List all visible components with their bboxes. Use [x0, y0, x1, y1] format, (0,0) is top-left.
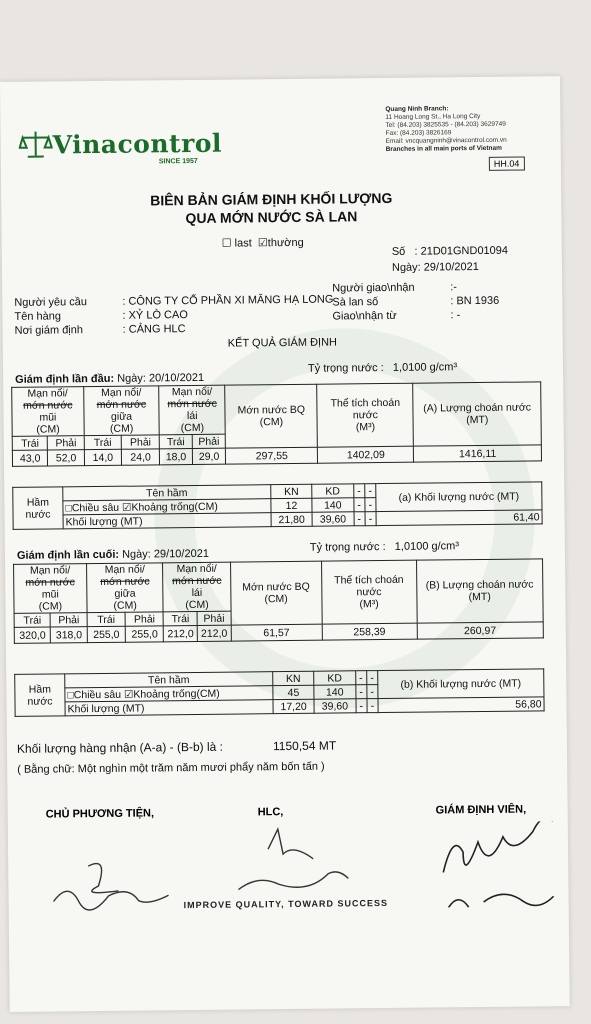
- doc-date: Ngày: 29/10/2021: [391, 260, 479, 274]
- inspector-sign-label: GIÁM ĐỊNH VIÊN,: [435, 803, 527, 817]
- brand-since: SINCE 1957: [158, 157, 198, 166]
- first-heading: Giám định lần đầu: Ngày: 20/10/2021: [15, 371, 205, 386]
- hlc-signature: [228, 823, 359, 904]
- last-hold-table: Hầm nước Tên hầm KN KD - - (b) Khối lượng nước (MT) □Chiều sâu ☑Khoảng trống(CM) 45 140 - - Khối lượng (MT) 17,20 39,60 - - 56,80: [14, 668, 544, 717]
- scale-icon: [19, 129, 53, 159]
- last-density: Tỷ trọng nước : 1,0100 g/cm³: [309, 540, 460, 554]
- vinacontrol-logo: [19, 128, 223, 166]
- slogan: IMPROVE QUALITY, TOWARD SUCCESS: [183, 897, 389, 911]
- brand-name: Vinacontrol: [52, 128, 223, 160]
- branch-info: Quang Ninh Branch: 11 Hoang Long St., Ha Long City Tel: (84.203) 3825535 - (84.203) 3629749 Fax: (84.203) 3826169 Email: vncquangninh@vinacontrol.com.vn Branches in all main ports of Vietnam: [385, 105, 507, 153]
- last-heading: Giám định lần cuối: Ngày: 29/10/2021: [16, 547, 209, 562]
- first-density: Tỷ trọng nước : 1,0100 g/cm³: [307, 361, 458, 375]
- last-draft-table: Mạn nổi/ mớn nước mũi (CM) Mạn nổi/ mớn nước giữa (CM) Mạn nổi/ mớn nước lái (CM) Mớn nước BQ (CM) Thể tích choán nước (M³) (B) Lượng choán nước (MT) Trái Phải Trái Phải Trái Phải 320,0 318,0 255,0 255,0 212,0 212,0 61,57 258,39 260,97: [13, 558, 544, 644]
- form-code: HH.04: [489, 157, 525, 171]
- first-hold-table: Hầm nước Tên hầm KN KD - - (a) Khối lượng nước (MT) □Chiều sâu ☑Khoảng trống(CM) 12 140 - - Khối lượng (MT) 21,80 39,60 - - 61,40: [12, 481, 542, 530]
- summary-words: ( Bằng chữ: Một nghìn một trăm năm mươi phẩy năm bốn tấn ): [17, 760, 325, 776]
- result-title: KẾT QUẢ GIÁM ĐỊNH: [227, 336, 338, 350]
- owner-sign-label: CHỦ PHƯƠNG TIỆN,: [45, 807, 155, 821]
- doc-title-2: QUA MỚN NƯỚC SÀ LAN: [185, 208, 358, 227]
- hlc-sign-label: HLC,: [257, 806, 284, 819]
- owner-signature: [48, 845, 179, 916]
- type-options: ☐ last ☑thường: [221, 236, 304, 250]
- requester-block: Người yêu cầu : CÔNG TY CỔ PHẦN XI MĂNG HẠ LONG Tên hàng : XỶ LÒ CAO Nơi giám định : CẢNG HLC: [14, 293, 334, 337]
- inspector-signature: [433, 821, 564, 912]
- first-draft-table: Mạn nổi/ mớn nước mũi (CM) Mạn nổi/ mớn nước giữa (CM) Mạn nổi/ mớn nước lái (CM) Mớn nước BQ (CM) Thể tích choán nước (M³) (A) Lượng choán nước (MT) Trái Phải Trái Phải Trái Phải 43,0 52,0 14,0 24,0 18,0 29,0 297,55 1402,09 1416,11: [11, 381, 542, 467]
- summary-line: Khối lượng hàng nhận (A-a) - (B-b) là : 1150,54 MT: [16, 738, 337, 756]
- barge-block: Người giao\nhận :- Sà lan số : BN 1936 Giao\nhận từ : -: [332, 281, 500, 323]
- doc-title-1: BIÊN BẢN GIÁM ĐỊNH KHỐI LƯỢNG: [150, 189, 393, 209]
- doc-number: Số : 21D01GND01094: [391, 244, 509, 258]
- document-sheet: [0, 76, 570, 1012]
